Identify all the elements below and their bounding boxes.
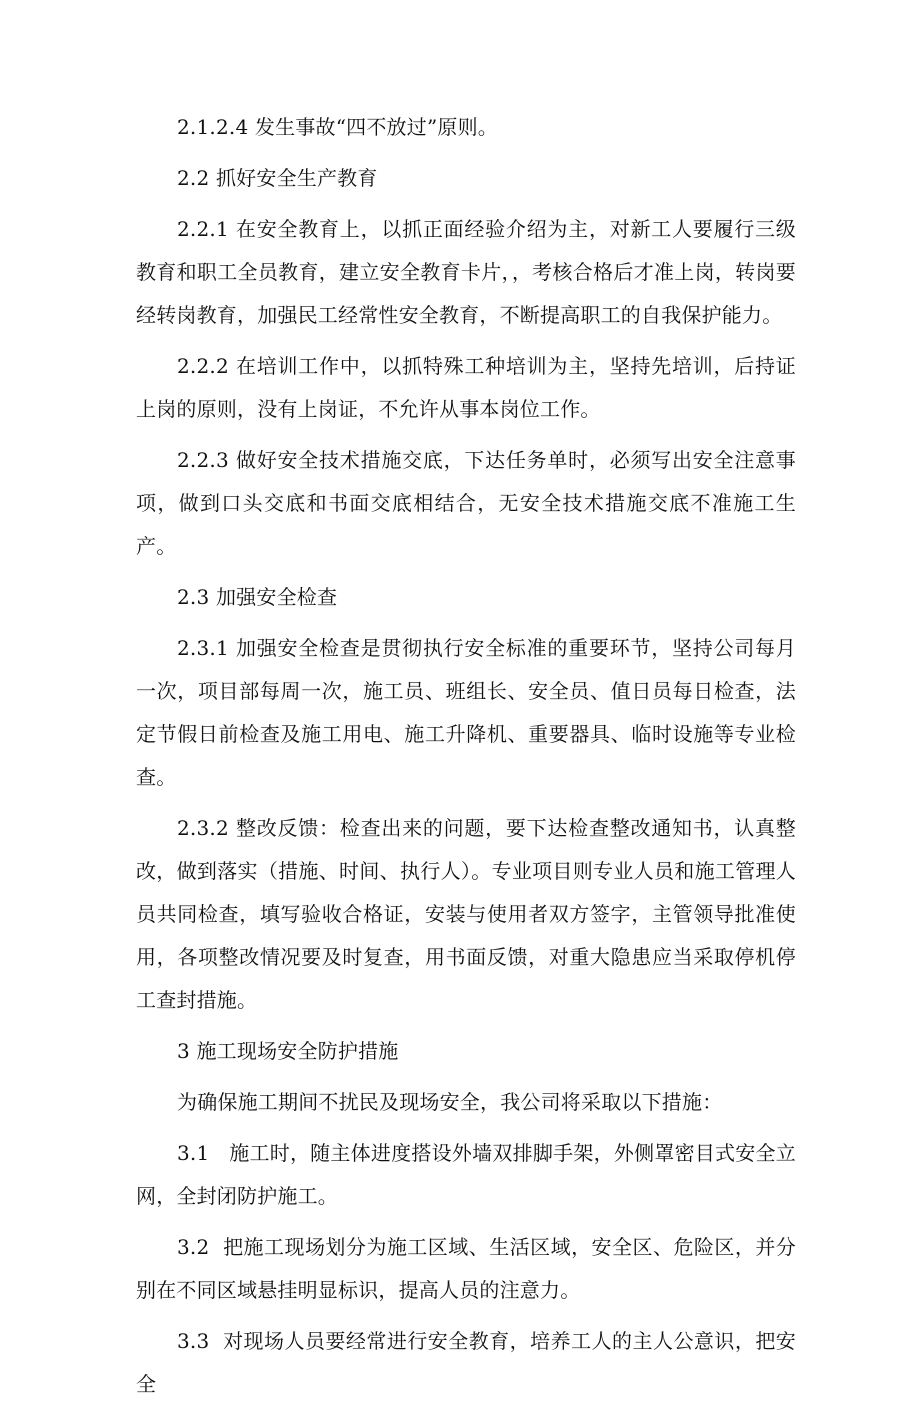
paragraph-2-1-2-4: 2.1.2.4 发生事故“四不放过”原则。 — [177, 115, 498, 139]
heading-3: 3 施工现场安全防护措施 — [177, 1039, 399, 1063]
paragraph-2-3-2: 2.3.2 整改反馈：检查出来的问题，要下达检查整改通知书，认真整改，做到落实（措施、时间、执行人）。专业项目则专业人员和施工管理人员共同检查，填写验收合格证，安装与使用者双方签字，主管领导批准使用，各项整改情况要及时复查，用书面反馈，对重大隐患应当采取停机停工查封措施。 — [136, 816, 796, 1012]
paragraph-3-2: 3.2 把施工现场划分为施工区域、生活区域，安全区、危险区，并分别在不同区域悬挂明显标识，提高人员的注意力。 — [136, 1235, 796, 1302]
heading-2-2: 2.2 抓好安全生产教育 — [177, 166, 378, 190]
paragraph-3-intro: 为确保施工期间不扰民及现场安全，我公司将采取以下措施： — [177, 1090, 723, 1114]
paragraph-2-2-1: 2.2.1 在安全教育上，以抓正面经验介绍为主，对新工人要履行三级教育和职工全员教育，建立安全教育卡片，，考核合格后才准上岗，转岗要经转岗教育，加强民工经常性安全教育，不断提高职工的自我保护能力。 — [136, 217, 796, 327]
paragraph-2-2-3: 2.2.3 做好安全技术措施交底，下达任务单时，必须写出安全注意事项，做到口头交底和书面交底相结合，无安全技术措施交底不准施工生产。 — [136, 448, 796, 558]
paragraph-3-3: 3.3 对现场人员要经常进行安全教育，培养工人的主人公意识，把安全 — [136, 1329, 796, 1396]
paragraph-3-1: 3.1 施工时，随主体进度搭设外墙双排脚手架，外侧罩密目式安全立网，全封闭防护施工。 — [136, 1141, 796, 1208]
paragraph-2-3-1: 2.3.1 加强安全检查是贯彻执行安全标准的重要环节，坚持公司每月一次，项目部每周一次，施工员、班组长、安全员、值日员每日检查，法定节假日前检查及施工用电、施工升降机、重要器具、临时设施等专业检查。 — [136, 636, 796, 789]
paragraph-2-2-2: 2.2.2 在培训工作中，以抓特殊工种培训为主，坚持先培训，后持证上岗的原则，没有上岗证，不允许从事本岗位工作。 — [136, 354, 796, 421]
heading-2-3: 2.3 加强安全检查 — [177, 585, 338, 609]
